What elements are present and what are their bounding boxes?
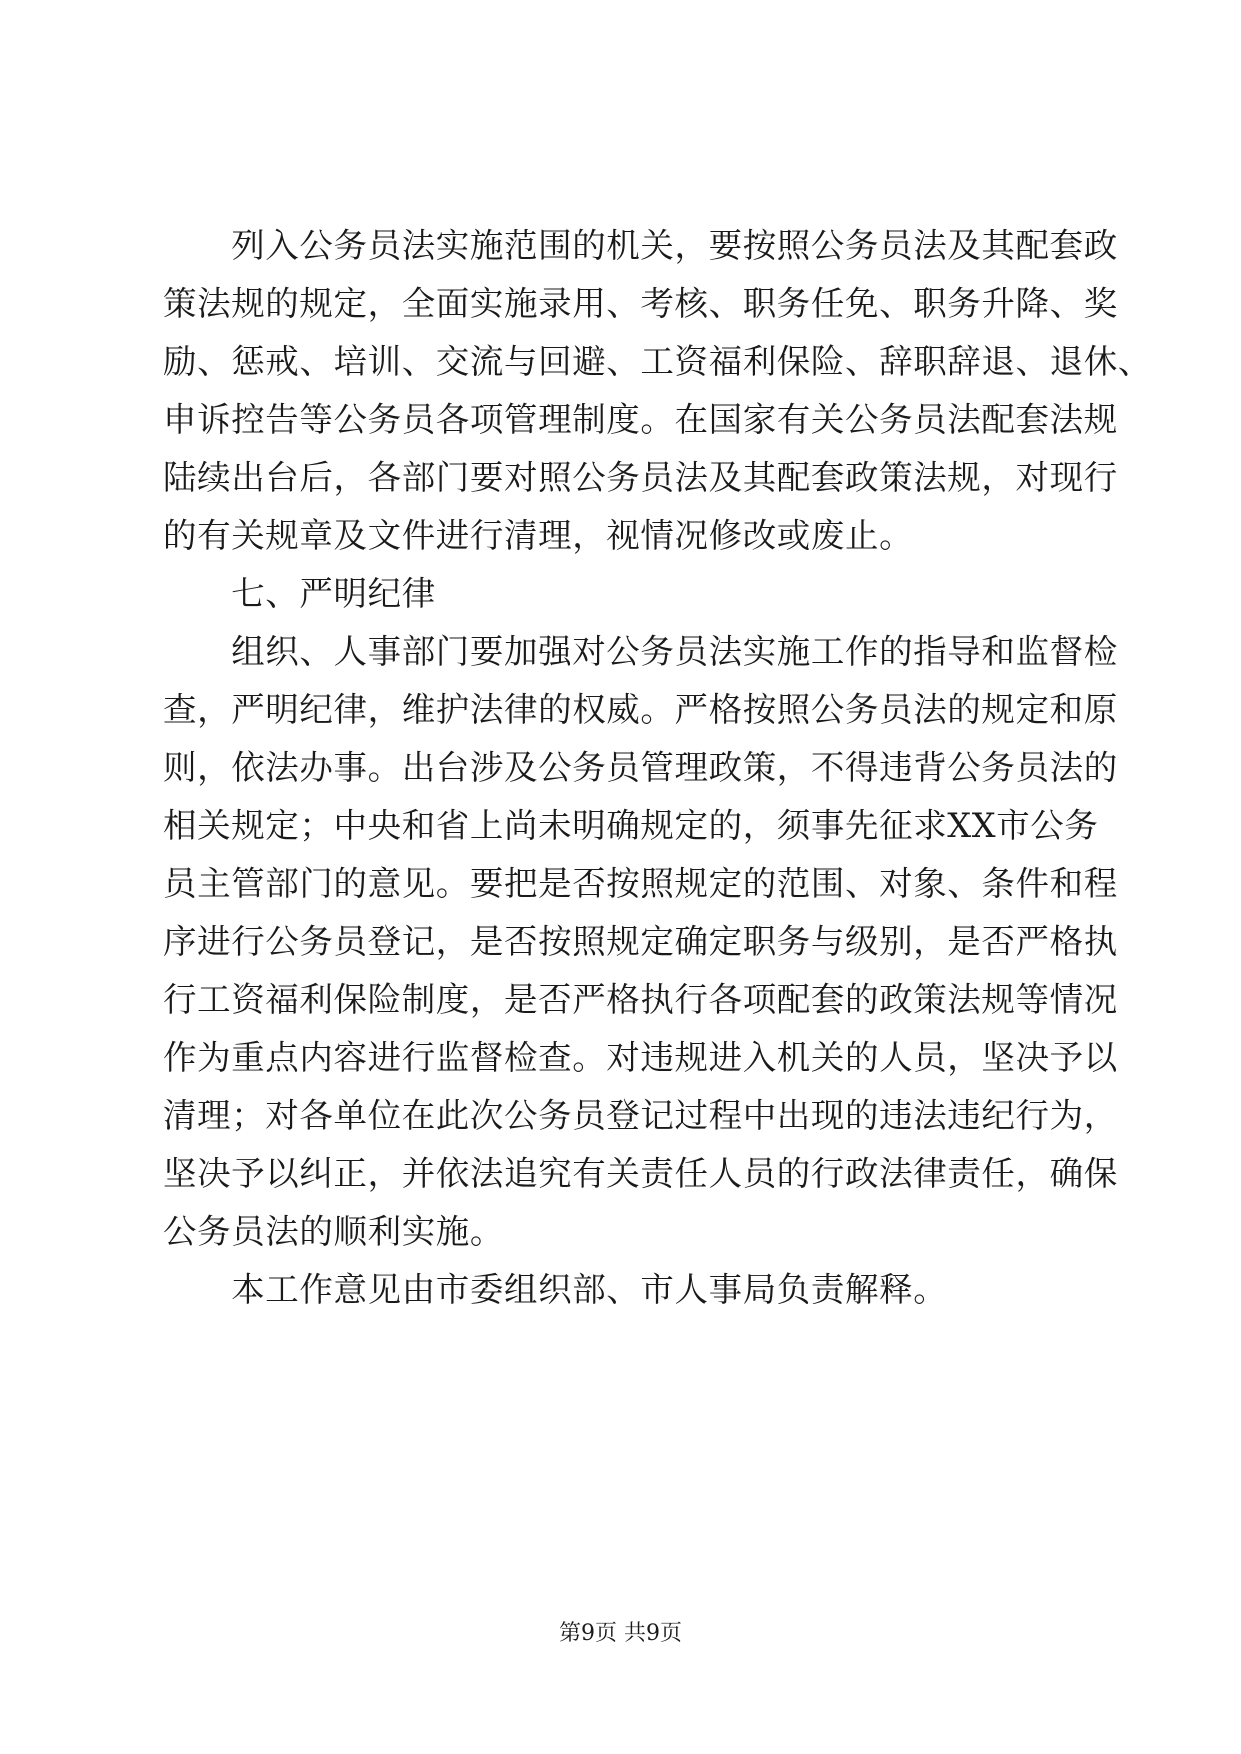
text-line: 坚决予以纠正，并依法追究有关责任人员的行政法律责任，确保: [163, 1154, 1118, 1193]
text-line: 列入公务员法实施范围的机关，要按照公务员法及其配套政: [163, 226, 1118, 265]
text-line: 本工作意见由市委组织部、市人事局负责解释。: [163, 1270, 948, 1309]
page-number-footer: 第9页 共9页: [559, 1621, 682, 1646]
text-line: 相关规定；中央和省上尚未明确规定的，须事先征求XX市公务: [163, 806, 1099, 845]
text-line: 策法规的规定，全面实施录用、考核、职务任免、职务升降、奖: [163, 284, 1118, 323]
text-line: 申诉控告等公务员各项管理制度。在国家有关公务员法配套法规: [163, 400, 1118, 439]
text-line: 陆续出台后，各部门要对照公务员法及其配套政策法规，对现行: [163, 458, 1118, 497]
text-line: 查，严明纪律，维护法律的权威。严格按照公务员法的规定和原: [163, 690, 1118, 729]
text-line: 的有关规章及文件进行清理，视情况修改或废止。: [163, 516, 914, 555]
section-heading: 七、严明纪律: [163, 574, 436, 613]
text-line: 行工资福利保险制度，是否严格执行各项配套的政策法规等情况: [163, 980, 1118, 1019]
text-line: 清理；对各单位在此次公务员登记过程中出现的违法违纪行为，: [163, 1096, 1118, 1135]
text-line: 序进行公务员登记，是否按照规定确定职务与级别，是否严格执: [163, 922, 1118, 961]
text-line: 则，依法办事。出台涉及公务员管理政策，不得违背公务员法的: [163, 748, 1118, 787]
text-line: 员主管部门的意见。要把是否按照规定的范围、对象、条件和程: [163, 864, 1118, 903]
text-line: 作为重点内容进行监督检查。对违规进入机关的人员，坚决予以: [163, 1038, 1118, 1077]
text-line: 公务员法的顺利实施。: [163, 1212, 504, 1251]
text-line: 组织、人事部门要加强对公务员法实施工作的指导和监督检: [163, 632, 1118, 671]
text-line: 励、惩戒、培训、交流与回避、工资福利保险、辞职辞退、退休、: [163, 342, 1152, 381]
